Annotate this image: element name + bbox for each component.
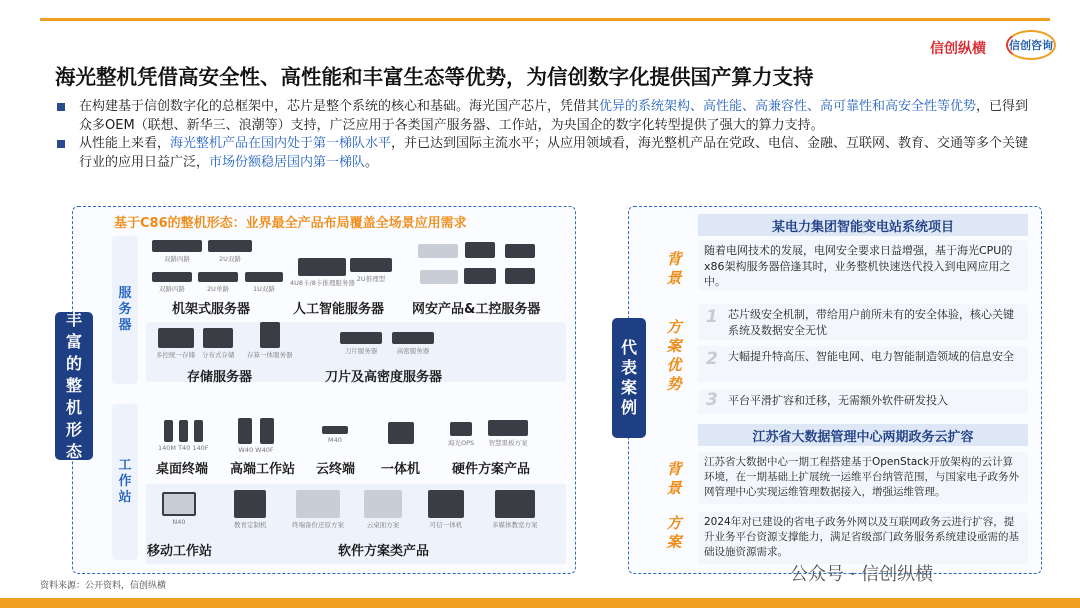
ai-server-image-2: 2U推理型	[350, 258, 392, 283]
page-title: 海光整机凭借高安全性、高性能和丰富生态等优势，为信创数字化提供国产算力支持	[55, 65, 814, 89]
label-mobile-workstation: 移动工作站	[147, 544, 213, 559]
bullet-item-2: 从性能上来看，海光整机产品在国内处于第一梯队水平，并已达到国际主流水平；从应用领域看，海光整机产品在党政、电信、金融、互联网、教育、交通等多个关键行业的应用日益广泛，市场份额稳居国内第一梯队。	[55, 135, 1040, 172]
brand-logo-xinchuang-consulting: 信创咨询	[1006, 30, 1056, 60]
label-hardware-solution: 硬件方案产品	[452, 462, 531, 477]
case2-solution-tag: 方 案	[666, 514, 682, 551]
storage-image-3: 存算一体服务器	[247, 322, 293, 359]
watermark-text: 公众号 · 信创纵横	[790, 564, 934, 585]
network-device-image-5	[464, 268, 496, 284]
case1-point-3-number: 3	[706, 390, 718, 410]
case1-background-tag: 背 景	[666, 250, 682, 287]
case2-title: 江苏省大数据管理中心两期政务云扩容	[698, 424, 1028, 446]
software-solution-image-5: 多媒体教室方案	[492, 490, 538, 529]
blade-server-image-2: 高密服务器	[392, 332, 434, 355]
data-source-note: 资料来源：公开资料，信创纵横	[40, 581, 167, 591]
case1-point-3: 平台平滑扩容和迁移，无需额外软件研发投入	[698, 390, 1028, 414]
product-form-title: 基于C86的整机形态：业界最全产品布局覆盖全场景应用需求	[114, 216, 467, 231]
ops-image: 海光OPS	[448, 422, 474, 447]
rack-server-image-1: 双路四路	[152, 240, 202, 263]
case1-title: 某电力集团智能变电站系统项目	[698, 214, 1028, 236]
bullet-item-1: 在构建基于信创数字化的总框架中，芯片是整个系统的核心和基础。海光国产芯片，凭借其优异的系统架构、高性能、高兼容性、高可靠性和高安全性等优势，已得到众多OEM（联想、新华三、浪潮等）支持，广泛应用于各类国产服务器、工作站，为央国企的数字化转型提供了强大的算力支持。	[55, 98, 1040, 135]
all-in-one-image	[388, 422, 414, 444]
case1-background-text: 随着电网技术的发展，电网安全要求日益增强，基于海光CPU的x86架构服务器倍逢其时，业务整机快速迭代投入到电网应用之中。	[698, 240, 1028, 290]
top-accent-bar	[40, 18, 1050, 21]
bottom-accent-bar	[0, 598, 1080, 608]
brand-logo-xinchuang-zongheng: 信创纵横	[930, 41, 986, 57]
mobile-workstation-image: N40	[162, 492, 196, 526]
software-solution-image-4: 可信一体机	[428, 490, 464, 529]
server-category-label: 服 务 器	[112, 236, 138, 384]
case1-point-1: 芯片级安全机制，带给用户前所未有的安全体验，核心关键系统及数据安全无忧	[698, 304, 1028, 340]
case1-solution-tag: 方 案 优 势	[666, 318, 682, 393]
case2-background-text: 江苏省大数据中心一期工程搭建基于OpenStack开放架构的云计算环境，在一期基础上扩展统一运维平台纳管范围，与国家电子政务外网管理中心实现运维管理数据接入，增强运维管理。	[698, 452, 1028, 504]
label-high-end-workstation: 高端工作站	[230, 462, 296, 477]
bullet-square-icon	[57, 103, 65, 111]
network-device-image-1	[418, 244, 458, 258]
label-rack-server: 机架式服务器	[172, 302, 251, 317]
network-device-image-3	[505, 244, 535, 258]
storage-image-1: 多控统一存储	[156, 328, 195, 359]
network-device-image-4	[420, 270, 458, 284]
cloud-terminal-image: M40	[322, 426, 348, 444]
case2-background-tag: 背 景	[666, 460, 682, 497]
rack-server-image-2: 2U双路	[208, 240, 252, 263]
representative-cases-label: 代 表 案 例	[612, 318, 646, 438]
label-cloud-terminal: 云终端	[316, 462, 356, 477]
software-solution-image-3: 云桌面方案	[364, 490, 402, 529]
bullet-square-icon	[57, 140, 65, 148]
software-solution-image-2: 终端备份还原方案	[292, 490, 344, 529]
desktop-terminal-image: 140M T40 140F	[158, 420, 209, 452]
case1-point-2: 大幅提升特高压、智能电网、电力智能制造领域的信息安全	[698, 346, 1028, 382]
label-storage-server: 存储服务器	[187, 370, 253, 385]
label-blade-high-density-server: 刀片及高密度服务器	[325, 370, 443, 385]
network-device-image-2	[465, 242, 495, 258]
case2-solution-text: 2024年对已建设的省电子政务外网以及互联网政务云进行扩容，提升业务平台资源支撑能力，满足省级部门政务服务系统建设亟需的基础设施资源需求。	[698, 512, 1028, 564]
label-desktop-terminal: 桌面终端	[156, 462, 209, 477]
smart-blackboard-image: 智慧黑板方案	[488, 420, 528, 447]
label-software-solution: 软件方案类产品	[338, 544, 430, 559]
bullet-list	[55, 98, 1040, 172]
workstation-category-label: 工 作 站	[112, 404, 138, 560]
case1-point-1-number: 1	[706, 307, 718, 327]
rack-server-image-3: 双路四路	[152, 272, 192, 293]
storage-image-2: 分布式存储	[202, 328, 235, 359]
rich-product-forms-label: 丰 富 的 整 机 形 态	[55, 312, 93, 460]
rack-server-image-4: 2U单路	[198, 272, 238, 293]
blade-server-image-1: 刀片服务器	[340, 332, 382, 355]
label-ai-server: 人工智能服务器	[293, 302, 385, 317]
label-network-industrial-server: 网安产品&工控服务器	[412, 302, 541, 317]
case1-point-2-number: 2	[706, 349, 718, 369]
label-all-in-one: 一体机	[381, 462, 421, 477]
software-solution-image-1: 教育定制机	[234, 490, 267, 529]
rack-server-image-5: 1U双路	[245, 272, 283, 293]
network-device-image-6	[505, 268, 535, 284]
ai-server-image-1: 4U8卡/8卡推理服务器	[290, 258, 355, 287]
high-end-workstation-image: W40 W40F	[238, 418, 274, 454]
